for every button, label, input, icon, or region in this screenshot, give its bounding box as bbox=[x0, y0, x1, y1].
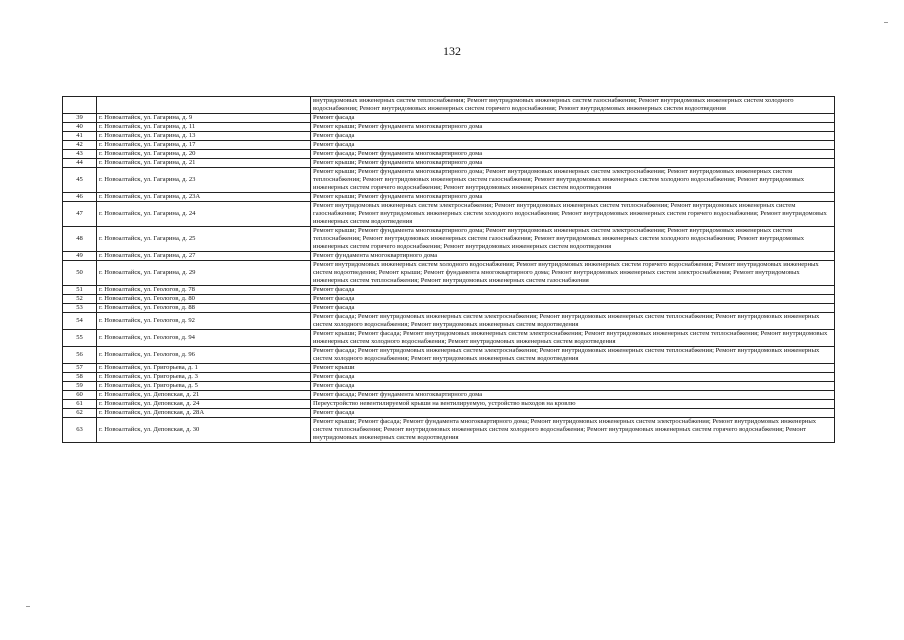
row-work: Ремонт крыши; Ремонт фундамента многоквартирного дома; Ремонт внутридомовых инженерных систем электроснабжения; Ремонт внутридомовых инженерных систем теплоснабжения; Ремонт внутридомовых инженерных систем газоснабжения; Ремонт внутридомовых инженерных систем холодного водоснабжения; Ремонт внутридомовых инженерных систем горячего водоснабжения; Ремонт внутридомовых инженерных систем водоотведения bbox=[311, 168, 835, 193]
table-row bbox=[63, 193, 835, 202]
row-number: 58 bbox=[63, 373, 97, 382]
row-work: Ремонт внутридомовых инженерных систем холодного водоснабжения; Ремонт внутридомовых инженерных систем горячего водоснабжения; Ремонт внутридомовых инженерных систем водоотведения; Ремонт крыши; Ремонт фундамента многоквартирного дома; Ремонт внутридомовых инженерных систем электроснабжения; Ремонт внутридомовых инженерных систем теплоснабжения; Ремонт внутридомовых инженерных систем газоснабжения bbox=[311, 261, 835, 286]
row-address: г. Новоалтайск, ул. Деповская, д. 30 bbox=[97, 418, 311, 443]
row-address: г. Новоалтайск, ул. Деповская, д. 21 bbox=[97, 391, 311, 400]
row-work: Ремонт крыши bbox=[311, 364, 835, 373]
row-address: г. Новоалтайск, ул. Гагарина, д. 11 bbox=[97, 123, 311, 132]
table-row bbox=[63, 150, 835, 159]
row-address: г. Новоалтайск, ул. Гагарина, д. 21 bbox=[97, 159, 311, 168]
row-number: 50 bbox=[63, 261, 97, 286]
row-number: 53 bbox=[63, 304, 97, 313]
works-table bbox=[62, 96, 835, 443]
table-row bbox=[63, 313, 835, 330]
row-work: Ремонт крыши; Ремонт фундамента многоквартирного дома; Ремонт внутридомовых инженерных систем электроснабжения; Ремонт внутридомовых инженерных систем теплоснабжения; Ремонт внутридомовых инженерных систем газоснабжения; Ремонт внутридомовых инженерных систем холодного водоснабжения; Ремонт внутридомовых инженерных систем горячего водоснабжения; Ремонт внутридомовых инженерных систем водоотведения bbox=[311, 227, 835, 252]
row-work: Ремонт фундамента многоквартирного дома bbox=[311, 252, 835, 261]
table-row bbox=[63, 123, 835, 132]
table-row bbox=[63, 418, 835, 443]
row-work: Ремонт фасада bbox=[311, 295, 835, 304]
row-address: г. Новоалтайск, ул. Гагарина, д. 27 bbox=[97, 252, 311, 261]
row-number: 39 bbox=[63, 114, 97, 123]
row-work: Ремонт фасада; Ремонт внутридомовых инженерных систем электроснабжения; Ремонт внутридомовых инженерных систем теплоснабжения; Ремонт внутридомовых инженерных систем холодного водоснабжения; Ремонт внутридомовых инженерных систем водоотведения bbox=[311, 313, 835, 330]
table-row bbox=[63, 364, 835, 373]
row-number: 43 bbox=[63, 150, 97, 159]
row-work: Ремонт крыши; Ремонт фундамента многоквартирного дома bbox=[311, 193, 835, 202]
table-row bbox=[63, 114, 835, 123]
row-address: г. Новоалтайск, ул. Гагарина, д. 29 bbox=[97, 261, 311, 286]
row-address: г. Новоалтайск, ул. Геологов, д. 78 bbox=[97, 286, 311, 295]
row-work: Ремонт фасада bbox=[311, 286, 835, 295]
row-address: г. Новоалтайск, ул. Гагарина, д. 17 bbox=[97, 141, 311, 150]
table-row bbox=[63, 295, 835, 304]
row-address: г. Новоалтайск, ул. Геологов, д. 94 bbox=[97, 330, 311, 347]
row-address: г. Новоалтайск, ул. Григорьева, д. 1 bbox=[97, 364, 311, 373]
table-row bbox=[63, 141, 835, 150]
row-address: г. Новоалтайск, ул. Гагарина, д. 9 bbox=[97, 114, 311, 123]
row-work: Ремонт фасада bbox=[311, 141, 835, 150]
row-number bbox=[63, 97, 97, 114]
row-work: Ремонт крыши; Ремонт фундамента многоквартирного дома bbox=[311, 123, 835, 132]
row-number: 45 bbox=[63, 168, 97, 193]
table-row bbox=[63, 168, 835, 193]
row-number: 48 bbox=[63, 227, 97, 252]
row-number: 41 bbox=[63, 132, 97, 141]
row-number: 46 bbox=[63, 193, 97, 202]
row-number: 47 bbox=[63, 202, 97, 227]
table-row bbox=[63, 373, 835, 382]
row-number: 54 bbox=[63, 313, 97, 330]
row-number: 52 bbox=[63, 295, 97, 304]
row-number: 44 bbox=[63, 159, 97, 168]
row-number: 59 bbox=[63, 382, 97, 391]
row-number: 57 bbox=[63, 364, 97, 373]
row-address: г. Новоалтайск, ул. Гагарина, д. 25 bbox=[97, 227, 311, 252]
row-address: г. Новоалтайск, ул. Геологов, д. 92 bbox=[97, 313, 311, 330]
table-row bbox=[63, 252, 835, 261]
row-work: Ремонт фасада bbox=[311, 132, 835, 141]
table-row bbox=[63, 304, 835, 313]
table-row bbox=[63, 347, 835, 364]
row-work: Ремонт фасада bbox=[311, 382, 835, 391]
works-table-body bbox=[63, 97, 835, 443]
table-row bbox=[63, 97, 835, 114]
row-address: г. Новоалтайск, ул. Гагарина, д. 23А bbox=[97, 193, 311, 202]
row-address: г. Новоалтайск, ул. Геологов, д. 88 bbox=[97, 304, 311, 313]
row-number: 62 bbox=[63, 409, 97, 418]
table-row bbox=[63, 261, 835, 286]
row-number: 40 bbox=[63, 123, 97, 132]
row-address bbox=[97, 97, 311, 114]
table-row bbox=[63, 159, 835, 168]
row-work: Ремонт фасада bbox=[311, 304, 835, 313]
row-number: 55 bbox=[63, 330, 97, 347]
table-row bbox=[63, 330, 835, 347]
scan-mark bbox=[26, 606, 30, 607]
row-address: г. Новоалтайск, ул. Григорьева, д. 5 bbox=[97, 382, 311, 391]
row-work: Ремонт фасада bbox=[311, 114, 835, 123]
row-number: 49 bbox=[63, 252, 97, 261]
row-work: Ремонт внутридомовых инженерных систем электроснабжения; Ремонт внутридомовых инженерных систем теплоснабжения; Ремонт внутридомовых инженерных систем газоснабжения; Ремонт внутридомовых инженерных систем холодного водоснабжения; Ремонт внутридомовых инженерных систем горячего водоснабжения; Ремонт внутридомовых инженерных систем водоотведения bbox=[311, 202, 835, 227]
row-work: Ремонт фасада bbox=[311, 409, 835, 418]
table-row bbox=[63, 409, 835, 418]
table-row bbox=[63, 400, 835, 409]
row-address: г. Новоалтайск, ул. Григорьева, д. 3 bbox=[97, 373, 311, 382]
row-work: Ремонт крыши; Ремонт фундамента многоквартирного дома bbox=[311, 159, 835, 168]
table-row bbox=[63, 286, 835, 295]
scan-mark bbox=[884, 22, 888, 23]
row-address: г. Новоалтайск, ул. Гагарина, д. 24 bbox=[97, 202, 311, 227]
page-number: 132 bbox=[443, 44, 461, 58]
row-work: внутридомовых инженерных систем теплоснабжения; Ремонт внутридомовых инженерных систем газоснабжения; Ремонт внутридомовых инженерных систем холодного водоснабжения; Ремонт внутридомовых инженерных систем горячего водоснабжения; Ремонт внутридомовых инженерных систем водоотведения bbox=[311, 97, 835, 114]
row-number: 56 bbox=[63, 347, 97, 364]
row-address: г. Новоалтайск, ул. Геологов, д. 80 bbox=[97, 295, 311, 304]
row-work: Ремонт фасада; Ремонт фундамента многоквартирного дома bbox=[311, 150, 835, 159]
row-number: 63 bbox=[63, 418, 97, 443]
table-row bbox=[63, 382, 835, 391]
row-work: Ремонт фасада; Ремонт внутридомовых инженерных систем электроснабжения; Ремонт внутридомовых инженерных систем теплоснабжения; Ремонт внутридомовых инженерных систем холодного водоснабжения; Ремонт внутридомовых инженерных систем водоотведения bbox=[311, 347, 835, 364]
row-address: г. Новоалтайск, ул. Гагарина, д. 20 bbox=[97, 150, 311, 159]
table-row bbox=[63, 391, 835, 400]
row-address: г. Новоалтайск, ул. Деповская, д. 28А bbox=[97, 409, 311, 418]
row-work: Ремонт крыши; Ремонт фасада; Ремонт внутридомовых инженерных систем электроснабжения; Ремонт внутридомовых инженерных систем теплоснабжения; Ремонт внутридомовых инженерных систем холодного водоснабжения; Ремонт внутридомовых инженерных систем водоотведения bbox=[311, 330, 835, 347]
row-number: 51 bbox=[63, 286, 97, 295]
table-row bbox=[63, 227, 835, 252]
row-number: 61 bbox=[63, 400, 97, 409]
row-address: г. Новоалтайск, ул. Геологов, д. 96 bbox=[97, 347, 311, 364]
table-row bbox=[63, 132, 835, 141]
row-work: Переустройство невентилируемой крыши на вентилируемую, устройство выходов на кровлю bbox=[311, 400, 835, 409]
row-address: г. Новоалтайск, ул. Гагарина, д. 23 bbox=[97, 168, 311, 193]
row-address: г. Новоалтайск, ул. Гагарина, д. 13 bbox=[97, 132, 311, 141]
row-work: Ремонт крыши; Ремонт фасада; Ремонт фундамента многоквартирного дома; Ремонт внутридомовых инженерных систем электроснабжения; Ремонт внутридомовых инженерных систем теплоснабжения; Ремонт внутридомовых инженерных систем холодного водоснабжения; Ремонт внутридомовых инженерных систем горячего водоснабжения; Ремонт внутридомовых инженерных систем водоотведения bbox=[311, 418, 835, 443]
row-address: г. Новоалтайск, ул. Деповская, д. 24 bbox=[97, 400, 311, 409]
table-row bbox=[63, 202, 835, 227]
row-work: Ремонт фасада; Ремонт фундамента многоквартирного дома bbox=[311, 391, 835, 400]
row-work: Ремонт фасада bbox=[311, 373, 835, 382]
row-number: 60 bbox=[63, 391, 97, 400]
row-number: 42 bbox=[63, 141, 97, 150]
